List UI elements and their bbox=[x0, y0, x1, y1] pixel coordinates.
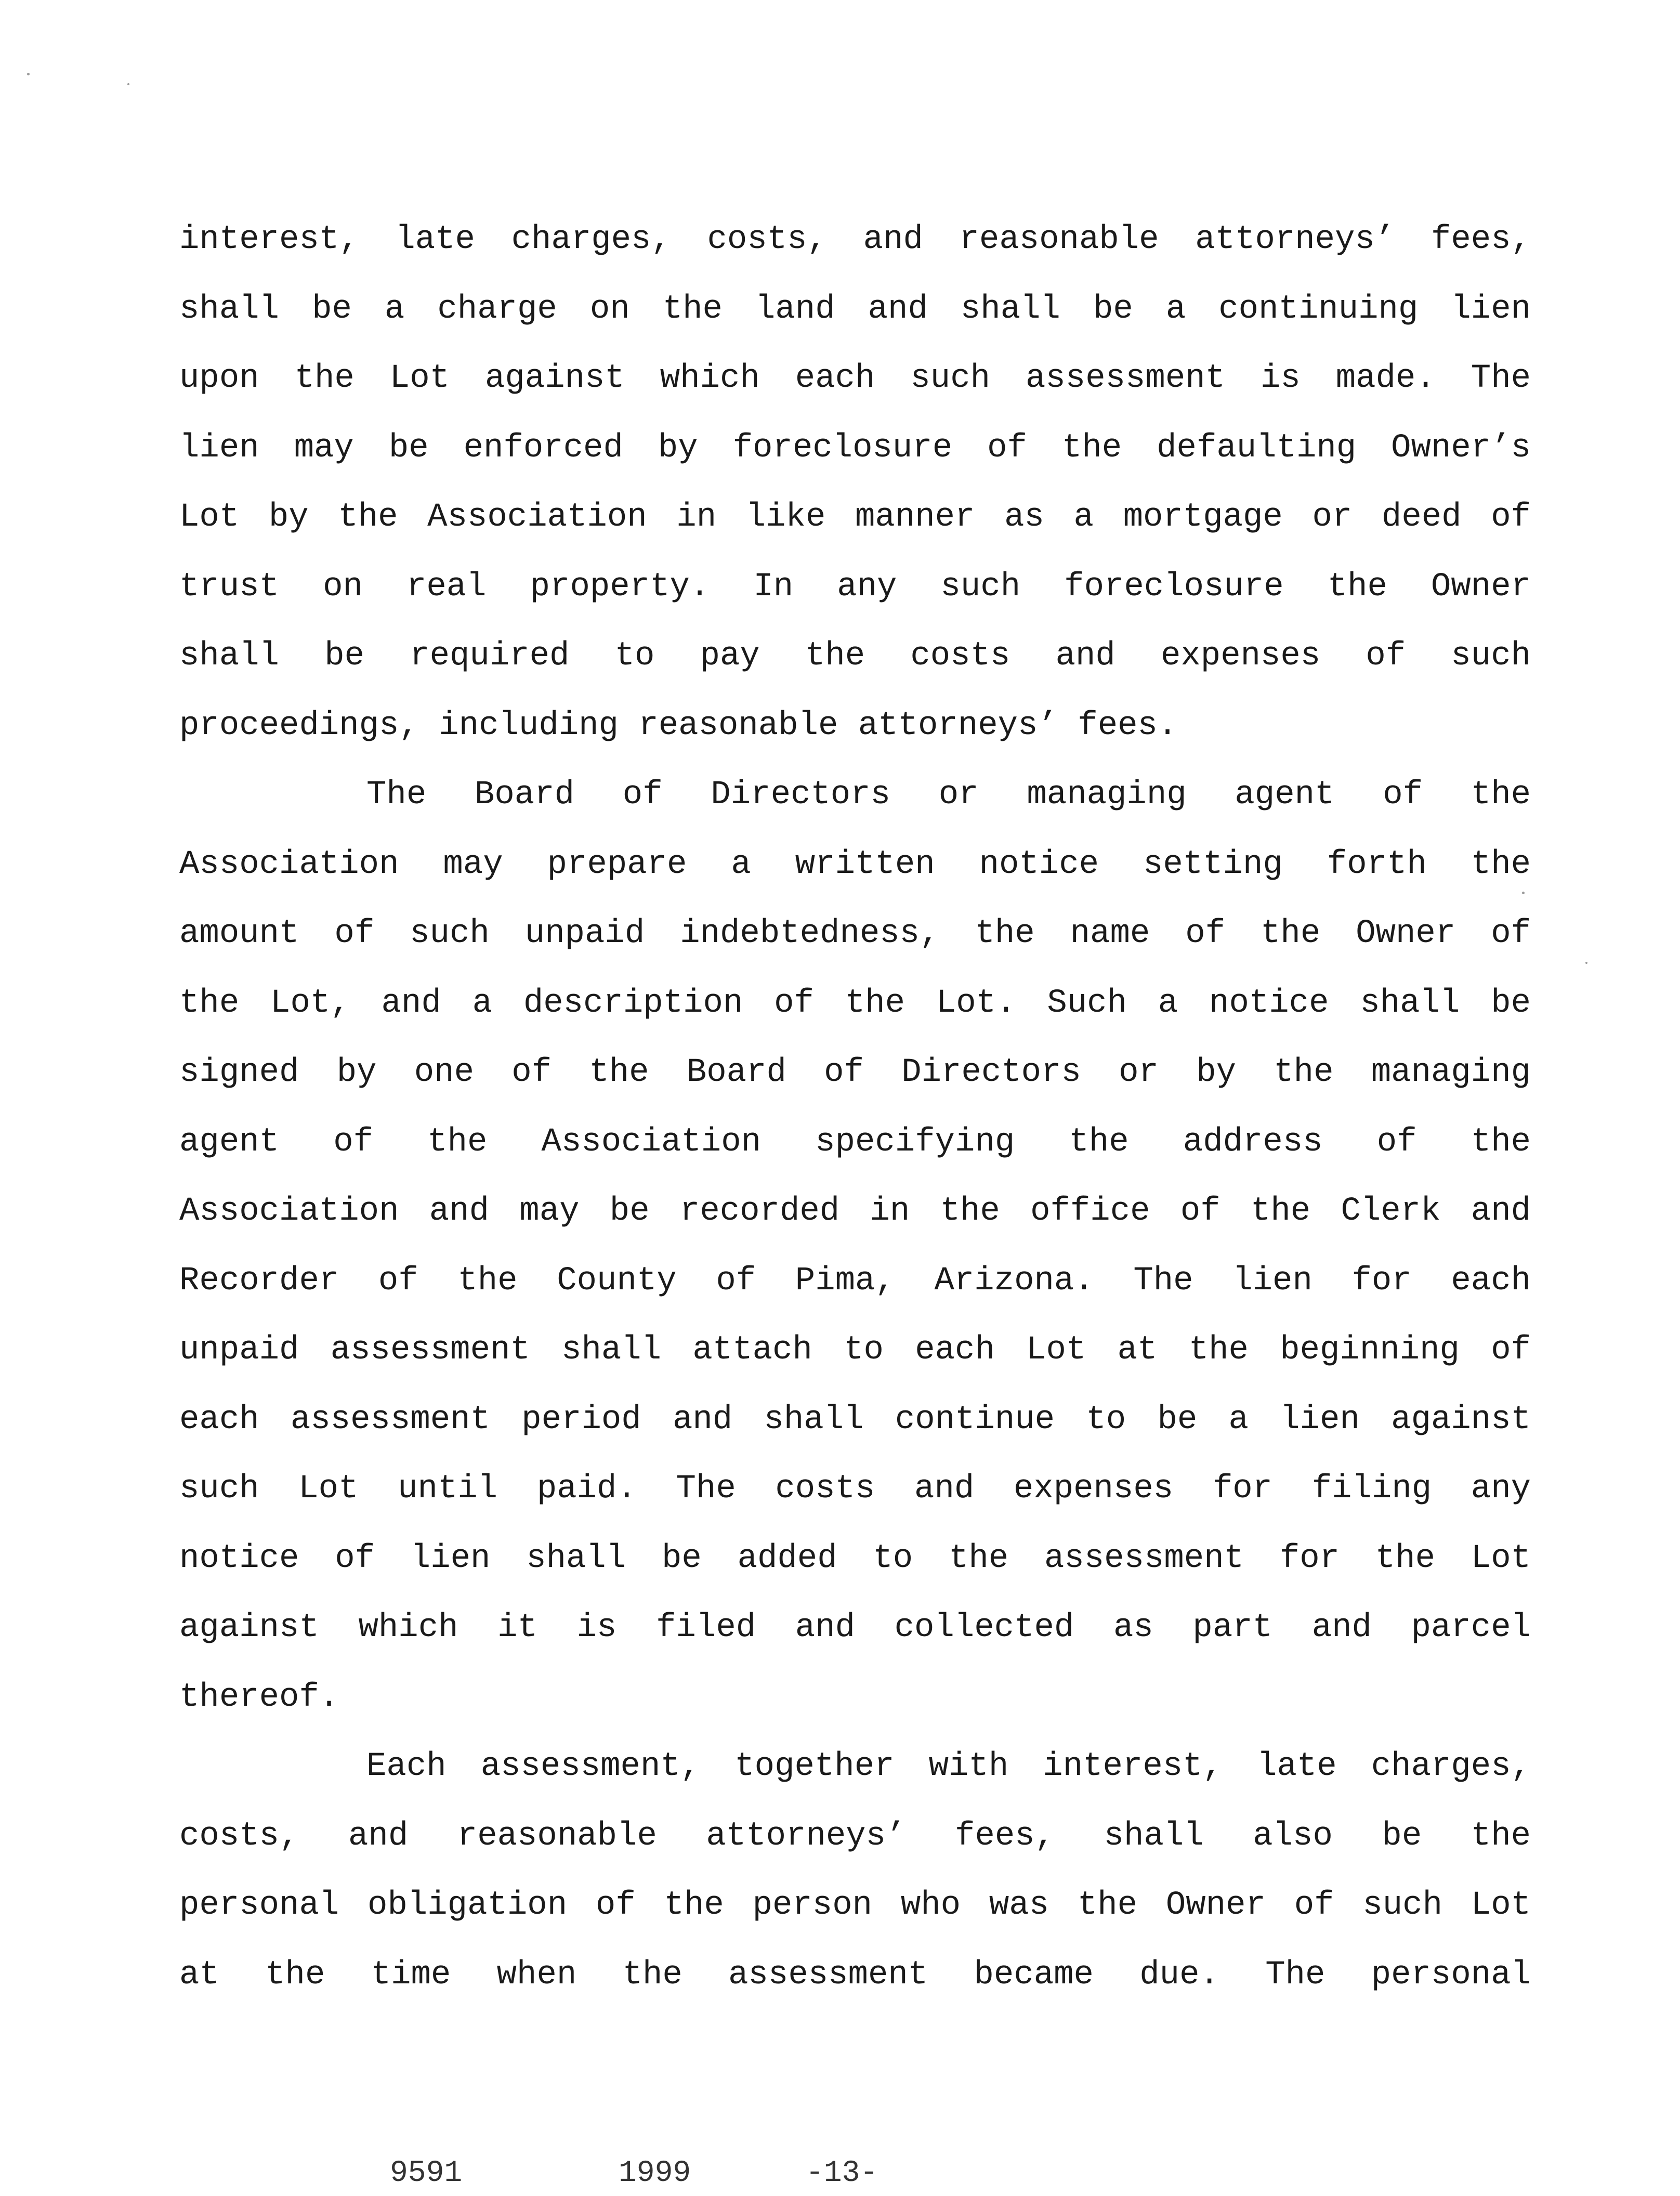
text-line: such Lot until paid. The costs and expenses for filing any bbox=[179, 1470, 1531, 1508]
text-line: personal obligation of the person who was the Owner of such Lot bbox=[179, 1887, 1531, 1924]
text-line: Each assessment, together with interest, late charges, bbox=[366, 1748, 1531, 1785]
text-line: The Board of Directors or managing agent of the bbox=[366, 776, 1531, 814]
scan-speck bbox=[1585, 962, 1587, 964]
text-line: Association and may be recorded in the office of the Clerk and bbox=[179, 1193, 1531, 1230]
scan-speck bbox=[127, 83, 129, 85]
text-line: at the time when the assessment became due. The personal bbox=[179, 1956, 1531, 1994]
text-line: the Lot, and a description of the Lot. Such a notice shall be bbox=[179, 984, 1531, 1022]
text-line: signed by one of the Board of Directors or by the managing bbox=[179, 1054, 1531, 1091]
text-line: agent of the Association specifying the address of the bbox=[179, 1123, 1531, 1161]
text-line: Recorder of the County of Pima, Arizona. The lien for each bbox=[179, 1262, 1531, 1300]
text-line: proceedings, including reasonable attorneys’ fees. bbox=[179, 707, 1178, 744]
text-line: each assessment period and shall continue to be a lien against bbox=[179, 1401, 1531, 1439]
text-line: against which it is filed and collected as part and parcel bbox=[179, 1609, 1531, 1646]
recording-number-page: 1999 bbox=[619, 2156, 691, 2190]
text-line: unpaid assessment shall attach to each Lot at the beginning of bbox=[179, 1331, 1531, 1369]
text-line: thereof. bbox=[179, 1678, 339, 1716]
text-line: shall be required to pay the costs and expenses of such bbox=[179, 637, 1531, 675]
text-line: upon the Lot against which each such assessment is made. The bbox=[179, 360, 1531, 397]
scan-speck bbox=[1522, 892, 1525, 894]
text-line: amount of such unpaid indebtedness, the name of the Owner of bbox=[179, 915, 1531, 952]
scan-speck bbox=[27, 73, 30, 75]
recording-number-docket: 9591 bbox=[390, 2156, 463, 2190]
text-line: interest, late charges, costs, and reasonable attorneys’ fees, bbox=[179, 221, 1531, 258]
page-number: -13- bbox=[806, 2156, 878, 2190]
text-line: Association may prepare a written notice setting forth the bbox=[179, 845, 1531, 883]
text-line: costs, and reasonable attorneys’ fees, shall also be the bbox=[179, 1817, 1531, 1855]
text-line: trust on real property. In any such foreclosure the Owner bbox=[179, 568, 1531, 606]
text-line: shall be a charge on the land and shall be a continuing lien bbox=[179, 290, 1531, 328]
text-line: lien may be enforced by foreclosure of the defaulting Owner’s bbox=[179, 429, 1531, 467]
text-line: Lot by the Association in like manner as a mortgage or deed of bbox=[179, 499, 1531, 536]
body-text bbox=[179, 205, 1531, 2010]
text-line: notice of lien shall be added to the assessment for the Lot bbox=[179, 1539, 1531, 1577]
